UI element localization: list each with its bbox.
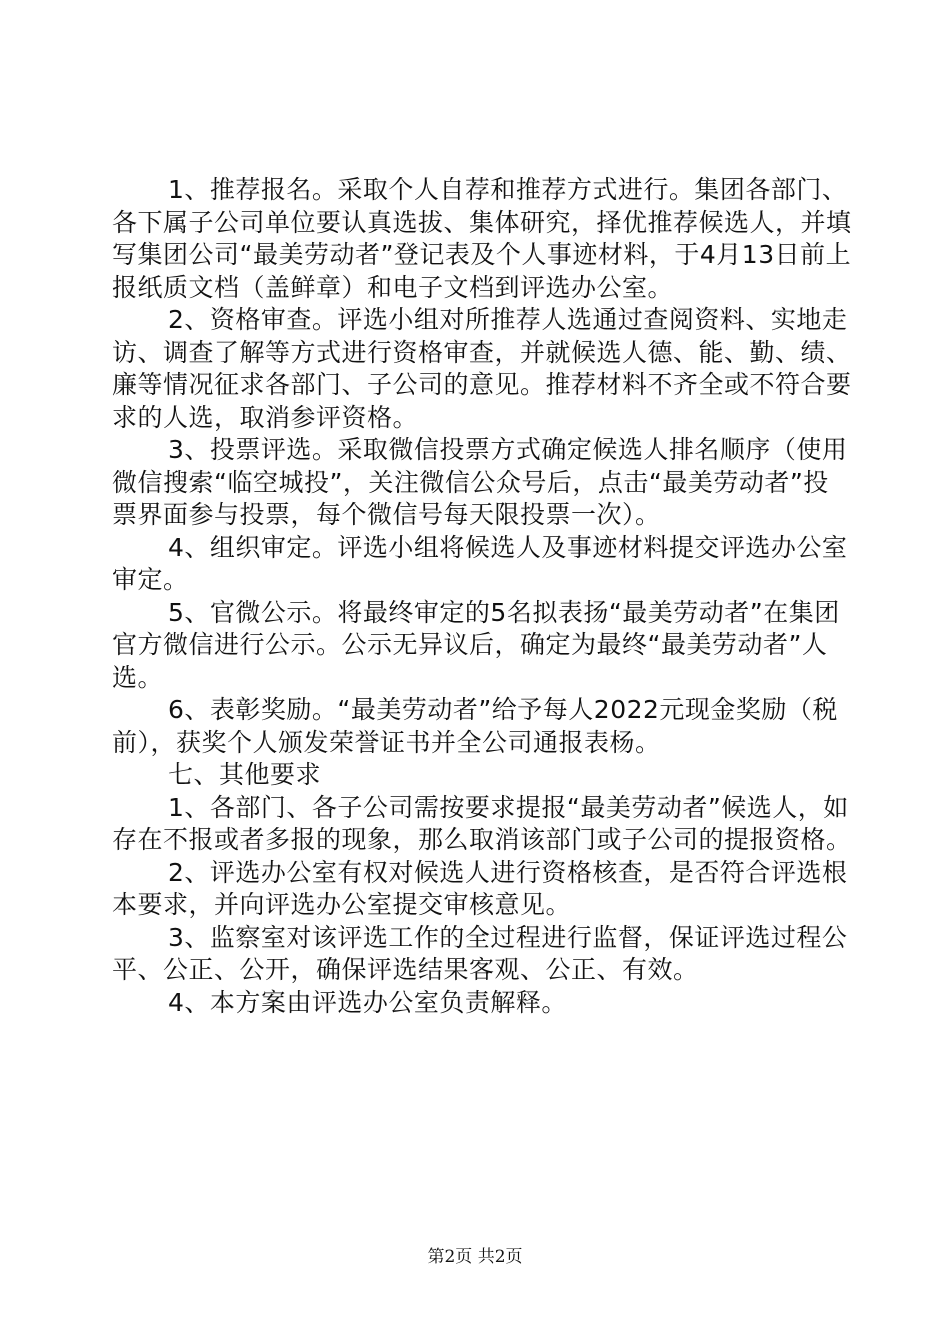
paragraph-requirement-3: 3、监察室对该评选工作的全过程进行监督，保证评选过程公平、公正、公开，确保评选结果客观、公正、有效。: [112, 922, 848, 984]
paragraph-recommend-signup: 1、推荐报名。采取个人自荐和推荐方式进行。集团各部门、各下属子公司单位要认真选拔、集体研究，择优推荐候选人，并填写集团公司“最美劳动者”登记表及个人事迹材料，于4月13日前上报纸质文档（盖鲜章）和电子文档到评选办公室。: [112, 175, 852, 302]
paragraph-requirement-2: 2、评选办公室有权对候选人进行资格核查，是否符合评选根本要求，并向评选办公室提交审核意见。: [112, 857, 848, 919]
section-heading-other-requirements: 七、其他要求: [168, 760, 322, 789]
paragraph-requirement-1: 1、各部门、各子公司需按要求提报“最美劳动者”候选人，如存在不报或者多报的现象，那么取消该部门或子公司的提报资格。: [112, 792, 852, 854]
paragraph-official-announcement: 5、官微公示。将最终审定的5名拟表扬“最美劳动者”在集团官方微信进行公示。公示无异议后，确定为最终“最美劳动者”人选。: [112, 597, 840, 692]
paragraph-qualification-review: 2、资格审查。评选小组对所推荐人选通过查阅资料、实地走访、调查了解等方式进行资格审查，并就候选人德、能、勤、绩、廉等情况征求各部门、子公司的意见。推荐材料不齐全或不符合要求的人选，取消参评资格。: [112, 305, 852, 432]
paragraph-voting: 3、投票评选。采取微信投票方式确定候选人排名顺序（使用微信搜索“临空城投”，关注微信公众号后，点击“最美劳动者”投票界面参与投票，每个微信号每天限投票一次）。: [112, 435, 848, 529]
paragraph-organizational-approval: 4、组织审定。评选小组将候选人及事迹材料提交评选办公室审定。: [112, 532, 848, 594]
paragraph-requirement-4: 4、本方案由评选办公室负责解释。: [168, 987, 567, 1017]
paragraph-award: 6、表彰奖励。“最美劳动者”给予每人2022元现金奖励（税前），获奖个人颁发荣誉证书并全公司通报表杨。: [112, 695, 838, 757]
page-number-footer: 第2页 共2页: [427, 1247, 523, 1267]
document-body: [112, 174, 852, 1019]
